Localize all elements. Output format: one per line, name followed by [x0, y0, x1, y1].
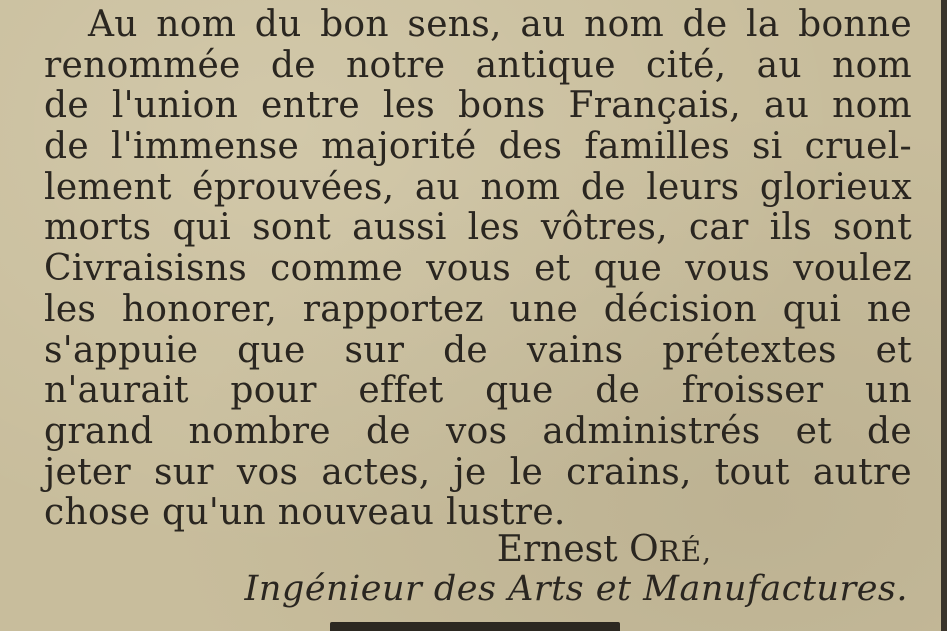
text-line: les honorer, rapportez une décision qui ne	[44, 288, 912, 330]
signature-first-name: Ernest	[496, 529, 618, 570]
article-paragraph	[44, 5, 912, 534]
text-line: grand nombre de vos administrés et de	[44, 410, 912, 452]
text-line: jeter sur vos actes, je le crains, tout autre	[44, 451, 912, 493]
text-line: lement éprouvées, au nom de leurs glorieux	[44, 166, 912, 208]
signature-last-name-rest: RÉ,	[658, 535, 712, 568]
text-line: renommée de notre antique cité, au nom	[44, 44, 912, 86]
text-line: Civraisisns comme vous et que vous voulez	[44, 248, 912, 290]
signature-last-name-initial: O	[629, 529, 659, 570]
text-line: morts qui sont aussi les vôtres, car ils sont	[44, 207, 912, 249]
text-line: Au nom du bon sens, au nom de la bonne	[88, 4, 912, 45]
section-separator-rule	[330, 622, 620, 631]
text-line: s'appuie que sur de vains prétextes et	[44, 329, 912, 371]
text-line: n'aurait pour effet que de froisser un	[44, 370, 912, 412]
column-divider-rule	[941, 0, 947, 631]
text-line: de l'immense majorité des familles si cruel-	[44, 126, 912, 168]
signature-title: Ingénieur des Arts et Manufactures.	[244, 569, 908, 609]
text-line: chose qu'un nouveau lustre.	[44, 492, 566, 534]
text-line: de l'union entre les bons Français, au nom	[44, 85, 912, 127]
